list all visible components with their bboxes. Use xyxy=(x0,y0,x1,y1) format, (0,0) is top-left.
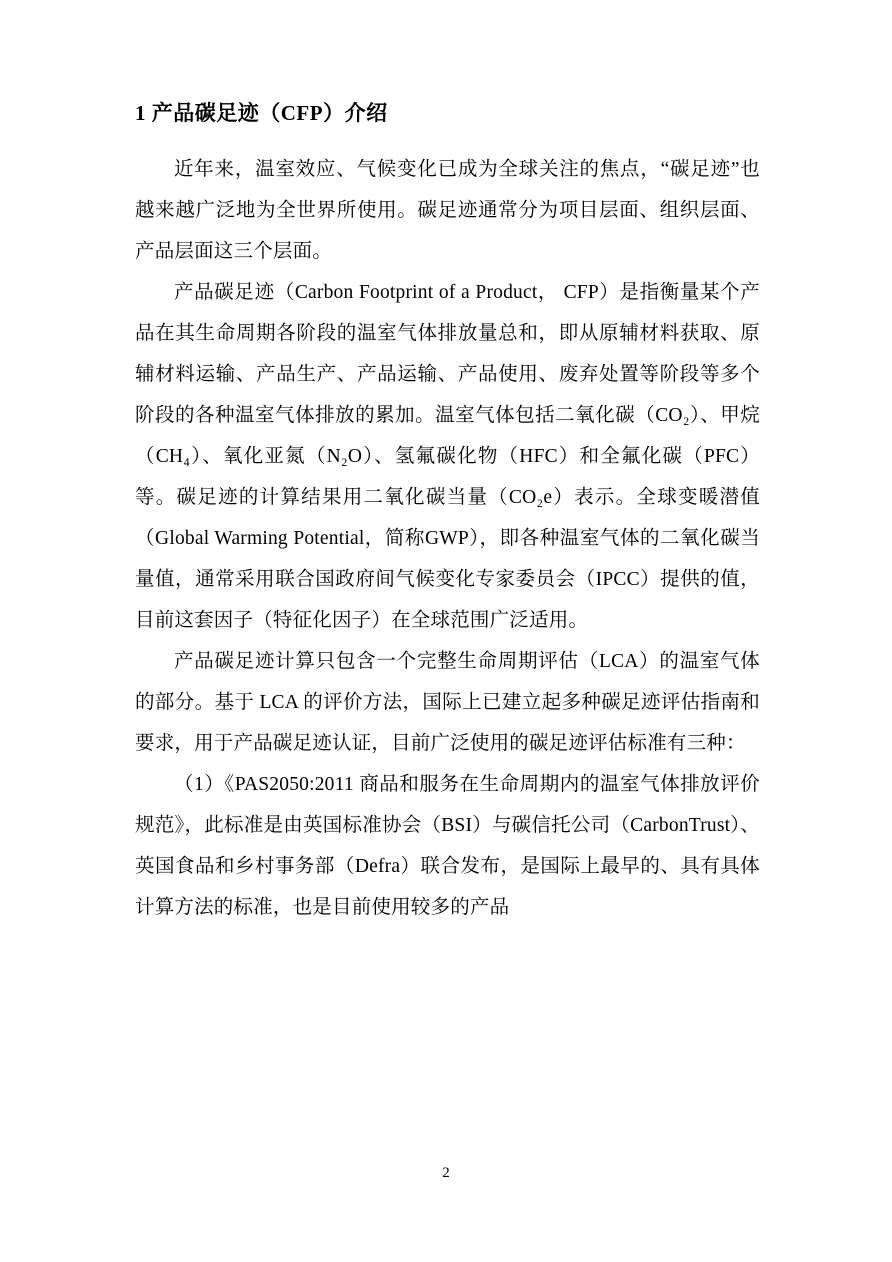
paragraph-2: 产品碳足迹（Carbon Footprint of a Product， CFP）是指衡量某个产品在其生命周期各阶段的温室气体排放量总和，即从原辅材料获取、原辅材料运输、产品生产、产品运输、产品使用、废弃处置等阶段等多个阶段的各种温室气体排放的累加。温室气体包括二氧化碳（CO₂）、甲烷（CH₄）、氧化亚氮（N₂O）、氢氟碳化物（HFC）和全氟化碳（PFC）等。碳足迹的计算结果用二氧化碳当量（CO₂e）表示。全球变暖潜值（Global Warming Potential，简称GWP），即各种温室气体的二氧化碳当量值，通常采用联合国政府间气候变化专家委员会（IPCC）提供的值，目前这套因子（特征化因子）在全球范围广泛适用。 xyxy=(135,282,760,632)
page-number: 2 xyxy=(442,1165,450,1181)
paragraph-3: 产品碳足迹计算只包含一个完整生命周期评估（LCA）的温室气体的部分。基于 LCA 的评价方法，国际上已建立起多种碳足迹评估指南和要求，用于产品碳足迹认证，目前广泛使用的碳足迹评估标准有三种： xyxy=(135,651,760,755)
paragraph-4: （1）《PAS2050:2011 商品和服务在生命周期内的温室气体排放评价规范》，此标准是由英国标准协会（BSI）与碳信托公司（CarbonTrust）、英国食品和乡村事务部（Defra）联合发布，是国际上最早的、具有具体计算方法的标准，也是目前使用较多的产品 xyxy=(135,774,760,919)
page-title: 1 产品碳足迹（CFP）介绍 xyxy=(135,101,388,125)
page-body xyxy=(135,100,760,928)
paragraph-1: 近年来，温室效应、气候变化已成为全球关注的焦点，“碳足迹”也越来越广泛地为全世界所使用。碳足迹通常分为项目层面、组织层面、产品层面这三个层面。 xyxy=(135,159,760,263)
